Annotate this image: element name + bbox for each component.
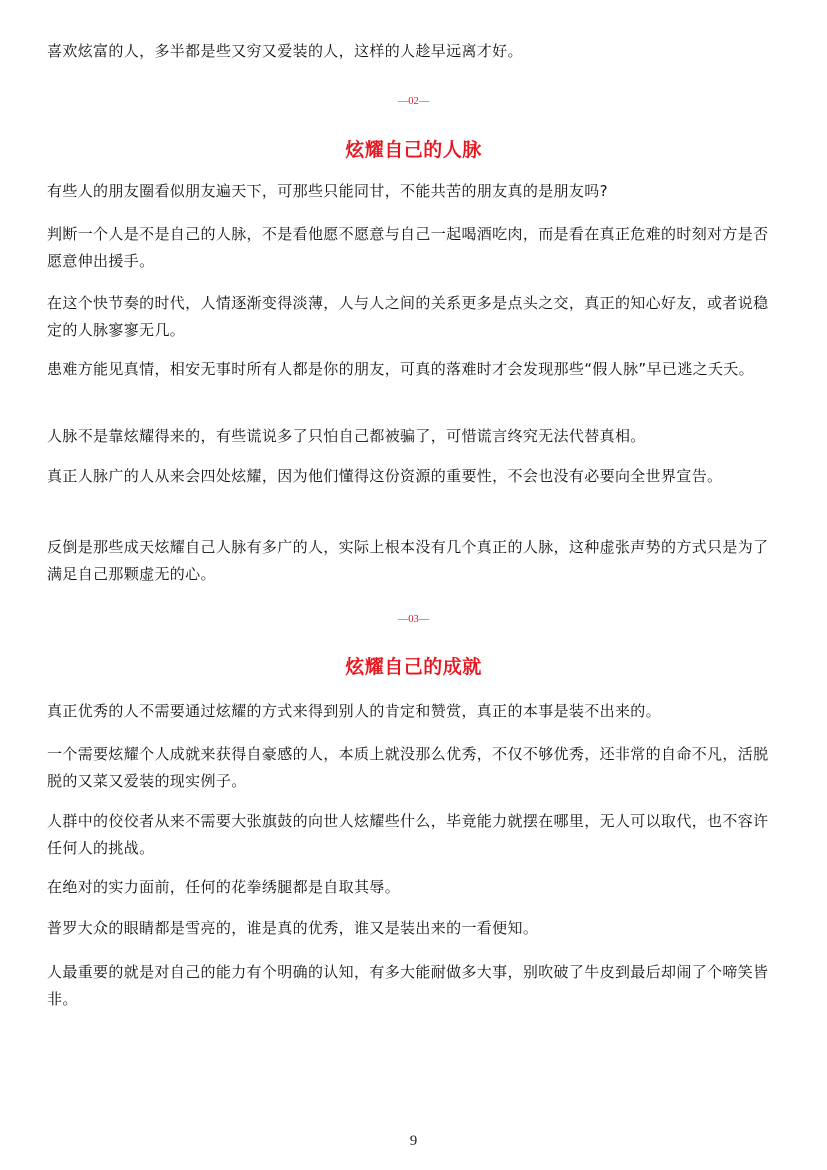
section-divider-03: —03— (397, 614, 430, 625)
paragraph: 反倒是那些成天炫耀自己人脉有多广的人，实际上根本没有几个真正的人脉，这种虚张声势的方式只是为了满足自己那颗虚无的心。 (47, 538, 769, 583)
paragraph: 一个需要炫耀个人成就来获得自豪感的人，本质上就没那么优秀，不仅不够优秀，还非常的自命不凡，活脱脱的又菜又爱装的现实例子。 (47, 745, 769, 790)
paragraph: 真正人脉广的人从来会四处炫耀，因为他们懂得这份资源的重要性，不会也没有必要向全世界宣告。 (47, 467, 723, 485)
section-heading-connections: 炫耀自己的人脉 (345, 139, 482, 161)
paragraph: 在绝对的实力面前，任何的花拳绣腿都是自取其辱。 (47, 878, 401, 896)
paragraph: 人群中的佼佼者从来不需要大张旗鼓的向世人炫耀些什么，毕竟能力就摆在哪里，无人可以取代，也不容许任何人的挑战。 (47, 812, 769, 857)
section-divider-02: —02— (397, 96, 430, 107)
paragraph: 喜欢炫富的人，多半都是些又穷又爱装的人，这样的人趁早远离才好。 (47, 42, 523, 60)
paragraph: 真正优秀的人不需要通过炫耀的方式来得到别人的肯定和赞赏，真正的本事是装不出来的。 (47, 702, 662, 720)
paragraph: 患难方能见真情，相安无事时所有人都是你的朋友，可真的落难时才会发现那些“假人脉”早已逃之夭夭。 (47, 360, 754, 378)
section-heading-achievements: 炫耀自己的成就 (345, 656, 482, 678)
paragraph: 普罗大众的眼睛都是雪亮的，谁是真的优秀，谁又是装出来的一看便知。 (47, 919, 539, 937)
paragraph: 有些人的朋友圈看似朋友遍天下，可那些只能同甘，不能共苦的朋友真的是朋友吗? (47, 182, 608, 200)
paragraph: 在这个快节奏的时代，人情逐渐变得淡薄，人与人之间的关系更多是点头之交，真正的知心好友，或者说稳定的人脉寥寥无几。 (47, 294, 769, 339)
paragraph: 人脉不是靠炫耀得来的，有些谎说多了只怕自己都被骗了，可惜谎言终究无法代替真相。 (47, 427, 646, 445)
paragraph: 人最重要的就是对自己的能力有个明确的认知，有多大能耐做多大事，别吹破了牛皮到最后却闹了个啼笑皆非。 (47, 963, 769, 1008)
page-number: 9 (409, 1133, 418, 1149)
paragraph: 判断一个人是不是自己的人脉，不是看他愿不愿意与自己一起喝酒吃肉，而是看在真正危难的时刻对方是否愿意伸出援手。 (47, 225, 769, 270)
